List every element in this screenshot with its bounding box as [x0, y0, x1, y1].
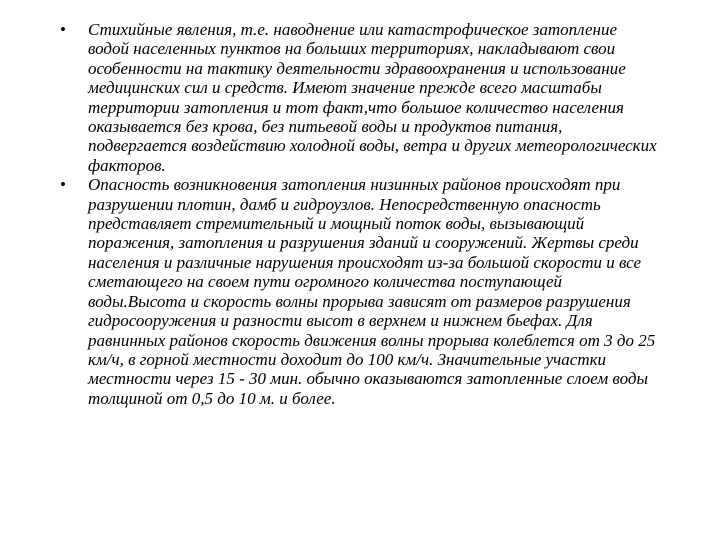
bullet-item-flood-danger — [60, 175, 660, 408]
bullet-text: Опасность возникновения затопления низинных районов происходят при разрушении плотин, дамб и гидроузлов. Непосредственную опасность представляет стремительный и мощный поток воды, вызывающий поражения, затопления и разрушения зданий и сооружений. Жертвы среди населения и различные нарушения происходят из-за большой скорости и все сметающего на своем пути огромного количества поступающей воды.Высота и скорость волны прорыва зависят от размеров разрушения гидросооружения и разности высот в верхнем и нижнем бьефах. Для равнинных районов скорость движения волны прорыва колеблется от 3 до 25 км/ч, в горной местности доходит до 100 км/ч. Значительные участки местности через 15 - 30 мин. обычно оказываются затопленные слоем воды толщиной от 0,5 до 10 м. и более. — [88, 175, 656, 408]
bullet-text: Стихийные явления, т.е. наводнение или катастрофическое затопление водой населенных пунктов на больших территориях, накладывают свои особенности на тактику деятельности здравоохранения и использование медицинских сил и средств. Имеют значение прежде всего масштабы территории затопления и тот факт,что большое количество населения оказывается без крова, без питьевой воды и продуктов питания, подвергается воздействию холодной воды, ветра и других метеорологических факторов. — [88, 20, 657, 175]
bullet-marker: • — [60, 20, 66, 39]
bullet-list — [60, 20, 660, 408]
bullet-item-natural-phenomena — [60, 20, 660, 175]
bullet-marker: • — [60, 175, 66, 195]
